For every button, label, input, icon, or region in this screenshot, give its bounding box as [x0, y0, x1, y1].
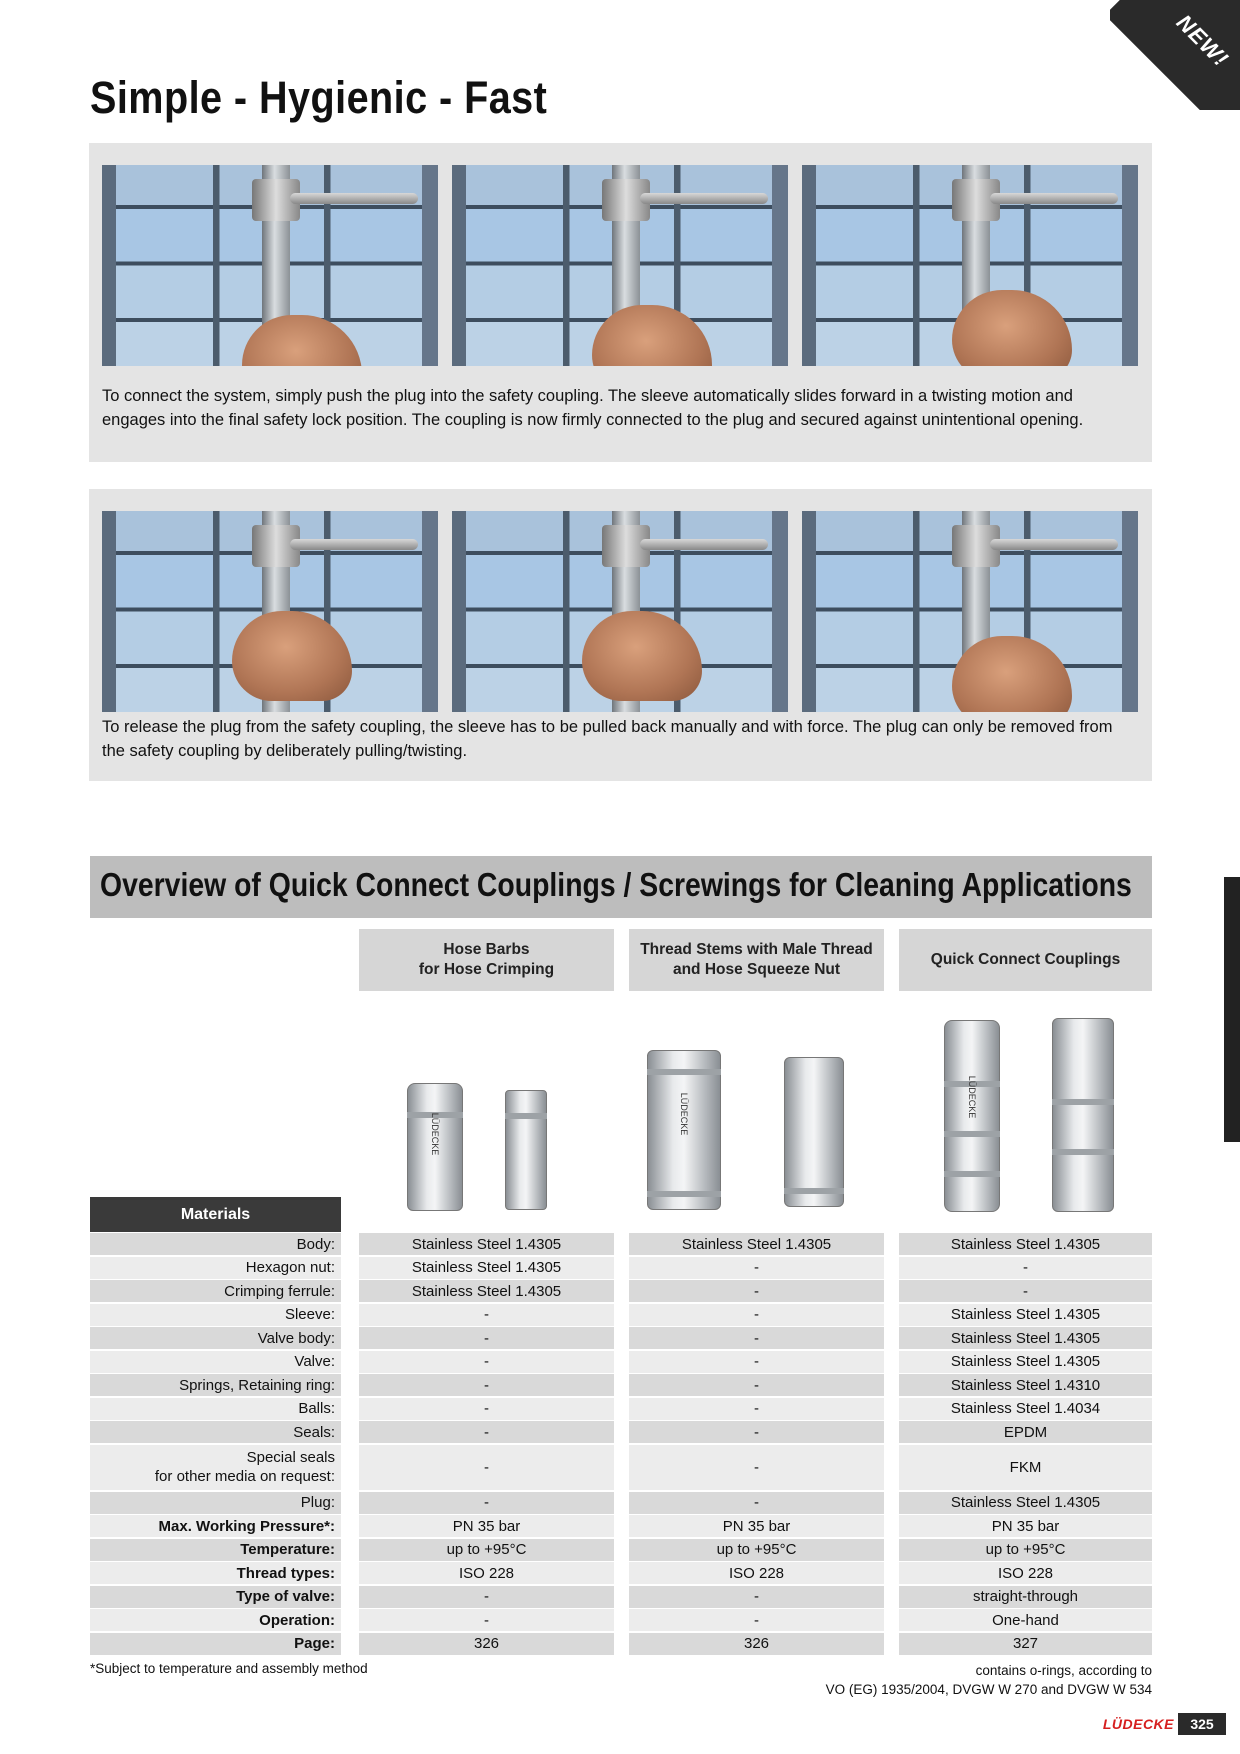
table-row [90, 1374, 1152, 1396]
row-value-v3: Stainless Steel 1.4305 [899, 1304, 1152, 1326]
row-label: Seals: [90, 1421, 341, 1443]
table-row [90, 1445, 1152, 1491]
row-value-v3: Stainless Steel 1.4305 [899, 1327, 1152, 1349]
row-label: Body: [90, 1233, 341, 1255]
row-value-v3: One-hand [899, 1609, 1152, 1631]
side-tab-marker [1224, 877, 1240, 1142]
row-value-v1: - [359, 1351, 614, 1373]
row-value-v1: 326 [359, 1633, 614, 1655]
row-value-v1: - [359, 1398, 614, 1420]
row-label: Page: [90, 1633, 341, 1655]
table-row [90, 1398, 1152, 1420]
table-row [90, 1562, 1152, 1584]
thread-stem-product-image: LÜDECKE [647, 1050, 721, 1210]
row-value-v3: ISO 228 [899, 1562, 1152, 1584]
table-row [90, 1233, 1152, 1255]
row-value-v2: - [629, 1280, 884, 1302]
row-label: Springs, Retaining ring: [90, 1374, 341, 1396]
table-row [90, 1586, 1152, 1608]
table-row [90, 1257, 1152, 1279]
row-value-v1: PN 35 bar [359, 1515, 614, 1537]
table-row [90, 1327, 1152, 1349]
row-label: Crimping ferrule: [90, 1280, 341, 1302]
new-badge-text: NEW! [1172, 9, 1235, 72]
row-value-v3: 327 [899, 1633, 1152, 1655]
row-value-v1: Stainless Steel 1.4305 [359, 1280, 614, 1302]
row-value-v2: 326 [629, 1633, 884, 1655]
row-value-v3: EPDM [899, 1421, 1152, 1443]
table-row [90, 1633, 1152, 1655]
connect-panel [89, 143, 1152, 462]
row-value-v3: Stainless Steel 1.4305 [899, 1233, 1152, 1255]
column-header-thread-stems: Thread Stems with Male Thread and Hose Squeeze Nut [629, 929, 884, 991]
column-header-hose-barbs: Hose Barbs for Hose Crimping [359, 929, 614, 991]
table-row [90, 1351, 1152, 1373]
row-value-v1: - [359, 1609, 614, 1631]
row-value-v3: PN 35 bar [899, 1515, 1152, 1537]
row-value-v2: PN 35 bar [629, 1515, 884, 1537]
row-value-v3: Stainless Steel 1.4305 [899, 1492, 1152, 1514]
table-row [90, 1304, 1152, 1326]
row-value-v3: Stainless Steel 1.4305 [899, 1351, 1152, 1373]
row-value-v2: - [629, 1609, 884, 1631]
row-value-v3: FKM [899, 1445, 1152, 1491]
connect-photo-1 [102, 165, 438, 366]
page-title: Simple - Hygienic - Fast [90, 72, 548, 123]
row-label: Special seals for other media on request: [90, 1445, 341, 1491]
row-value-v1: - [359, 1421, 614, 1443]
new-corner-badge [1110, 0, 1240, 110]
row-label: Max. Working Pressure*: [90, 1515, 341, 1537]
row-value-v2: - [629, 1421, 884, 1443]
row-value-v1: Stainless Steel 1.4305 [359, 1233, 614, 1255]
release-photo-2 [452, 511, 788, 712]
column-header-quick-connect: Quick Connect Couplings [899, 929, 1152, 991]
table-row [90, 1421, 1152, 1443]
quick-coupling-plug-product-image [1052, 1018, 1114, 1212]
footnote-pressure: *Subject to temperature and assembly method [90, 1661, 368, 1676]
connect-caption: To connect the system, simply push the plug into the safety coupling. The sleeve automatically slides forward in a twisting motion and engages into the final safety lock position. The coupling is now firmly connected to the plug and secured against unintentional opening. [102, 387, 1084, 429]
row-value-v2: - [629, 1445, 884, 1491]
row-value-v2: Stainless Steel 1.4305 [629, 1233, 884, 1255]
row-label: Balls: [90, 1398, 341, 1420]
row-value-v2: - [629, 1586, 884, 1608]
row-value-v1: Stainless Steel 1.4305 [359, 1257, 614, 1279]
row-value-v2: - [629, 1327, 884, 1349]
row-value-v2: - [629, 1398, 884, 1420]
row-label: Thread types: [90, 1562, 341, 1584]
row-value-v2: - [629, 1351, 884, 1373]
release-photo-1 [102, 511, 438, 712]
connect-photo-3 [802, 165, 1138, 366]
row-label: Valve: [90, 1351, 341, 1373]
row-value-v2: - [629, 1492, 884, 1514]
brand-logo: LÜDECKE [1102, 1716, 1174, 1732]
row-value-v1: - [359, 1445, 614, 1491]
row-label: Plug: [90, 1492, 341, 1514]
table-row [90, 1492, 1152, 1514]
row-value-v2: - [629, 1257, 884, 1279]
row-value-v3: - [899, 1280, 1152, 1302]
row-value-v1: - [359, 1374, 614, 1396]
row-value-v1: - [359, 1586, 614, 1608]
row-value-v3: - [899, 1257, 1152, 1279]
table-row [90, 1515, 1152, 1537]
row-value-v1: - [359, 1492, 614, 1514]
connect-photo-2 [452, 165, 788, 366]
materials-header: Materials [90, 1197, 341, 1232]
thread-stem-squeeze-nut-product-image [784, 1057, 844, 1207]
row-value-v2: ISO 228 [629, 1562, 884, 1584]
row-label: Type of valve: [90, 1586, 341, 1608]
table-row [90, 1280, 1152, 1302]
quick-coupling-product-image: LÜDECKE [944, 1020, 1000, 1212]
row-value-v1: - [359, 1304, 614, 1326]
row-value-v2: up to +95°C [629, 1539, 884, 1561]
hose-barb-crimp-product-image [505, 1090, 547, 1210]
overview-title: Overview of Quick Connect Couplings / Screwings for Cleaning Applications [90, 856, 1152, 918]
release-caption: To release the plug from the safety coupling, the sleeve has to be pulled back manually and with force. The plug can only be removed from the safety coupling by deliberately pulling/twisting. [102, 718, 1113, 760]
release-photo-3 [802, 511, 1138, 712]
page-number: 325 [1178, 1713, 1226, 1735]
row-label: Operation: [90, 1609, 341, 1631]
row-label: Temperature: [90, 1539, 341, 1561]
row-value-v3: straight-through [899, 1586, 1152, 1608]
row-label: Hexagon nut: [90, 1257, 341, 1279]
row-value-v3: up to +95°C [899, 1539, 1152, 1561]
row-label: Sleeve: [90, 1304, 341, 1326]
table-row [90, 1539, 1152, 1561]
row-value-v2: - [629, 1374, 884, 1396]
hose-barb-product-image: LÜDECKE [407, 1083, 463, 1211]
table-row [90, 1609, 1152, 1631]
row-value-v3: Stainless Steel 1.4310 [899, 1374, 1152, 1396]
row-value-v3: Stainless Steel 1.4034 [899, 1398, 1152, 1420]
row-value-v1: up to +95°C [359, 1539, 614, 1561]
footnote-o-rings: contains o-rings, according to VO (EG) 1935/2004, DVGW W 270 and DVGW W 534 [825, 1663, 1152, 1697]
row-value-v1: - [359, 1327, 614, 1349]
release-panel [89, 489, 1152, 781]
row-value-v2: - [629, 1304, 884, 1326]
row-value-v1: ISO 228 [359, 1562, 614, 1584]
row-label: Valve body: [90, 1327, 341, 1349]
